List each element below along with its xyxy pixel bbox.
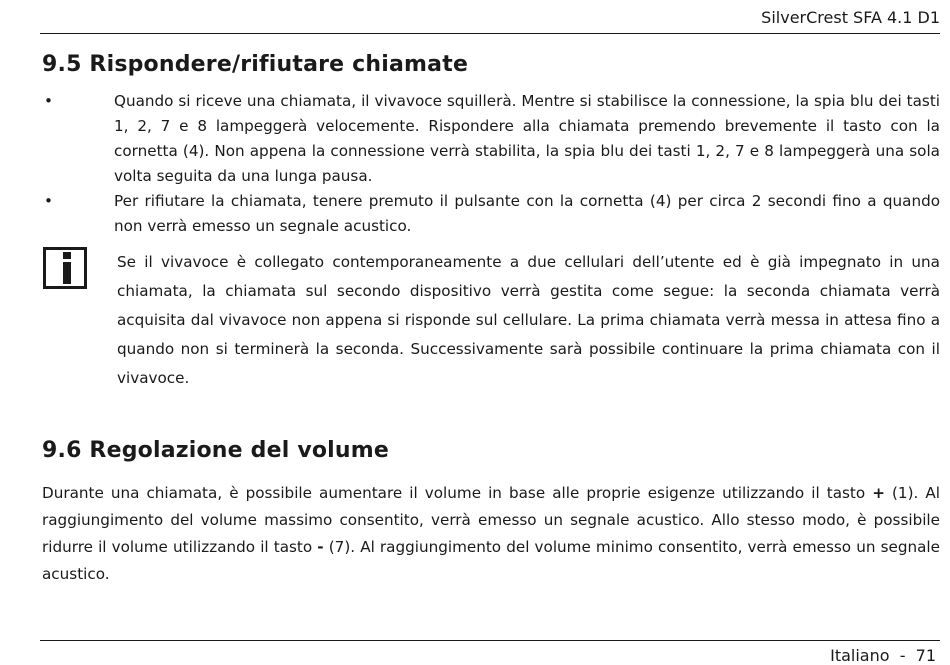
header-divider: [40, 33, 940, 34]
info-note: Se il vivavoce è collegato contemporaneamente a due cellulari dell’utente ed è già impegnato in una chiamata, la chiamata sul secondo dispositivo verrà gestita come segue: la seconda chiamata verrà acquisita dal vivavoce non appena si risponde sul cellulare. La prima chiamata verrà messa in attesa fino a quando non si terminerà la seconda. Successivamente sarà possibile continuare la prima chiamata con il vivavoce.: [117, 253, 940, 387]
bullet-symbol: •: [44, 192, 53, 210]
minus-key-label: -: [317, 538, 324, 556]
bullet-text: Per rifiutare la chiamata, tenere premuto il pulsante con la cornetta (4) per circa 2 secondi fino a quando non verrà emesso un segnale acustico.: [114, 192, 940, 235]
paragraph-text: (7). Al raggiungimento del volume minimo consentito, verrà emesso un segnale acustico.: [42, 538, 940, 583]
bullet-symbol: •: [44, 92, 53, 110]
footer-divider: [40, 640, 940, 641]
paragraph-text: Durante una chiamata, è possibile aumentare il volume in base alle proprie esigenze utilizzando il tasto: [42, 484, 873, 502]
list-item: [42, 89, 940, 189]
bullet-text: Quando si riceve una chiamata, il vivavoce squillerà. Mentre si stabilisce la connessione, la spia blu dei tasti 1, 2, 7 e 8 lampeggerà velocemente. Rispondere alla chiamata premendo brevemente il tasto con la cornetta (4). Non appena la connessione verrà stabilita, la spia blu dei tasti 1, 2, 7 e 8 lampeggerà una sola volta seguita da una lunga pausa.: [114, 92, 940, 185]
section-heading-9-5: 9.5 Rispondere/rifiutare chiamate: [42, 52, 469, 77]
plus-key-label: +: [872, 484, 885, 502]
volume-paragraph: [42, 480, 940, 588]
paragraph-text: (1). Al raggiungimento del volume massimo consentito, verrà emesso un segnale acustico. Allo stesso modo, è possibile ridurre il volume utilizzando il tasto: [42, 484, 940, 556]
info-icon: [43, 247, 87, 289]
list-item: [42, 189, 940, 239]
document-header: SilverCrest SFA 4.1 D1: [761, 8, 940, 27]
page-number: Italiano - 71: [830, 646, 936, 665]
bullet-list: [42, 89, 940, 239]
section-heading-9-6: 9.6 Regolazione del volume: [42, 438, 390, 463]
